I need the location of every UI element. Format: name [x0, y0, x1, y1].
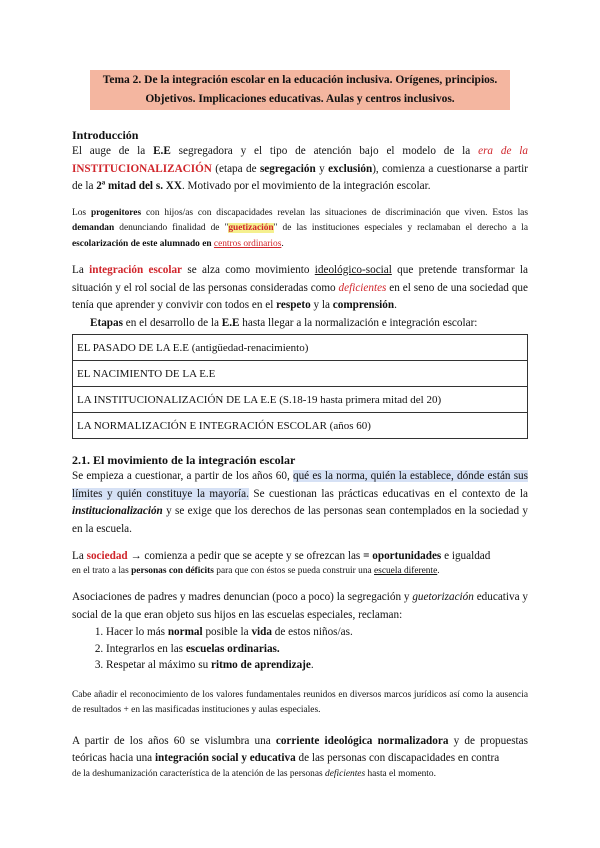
stages-table	[72, 334, 528, 439]
demands-list	[72, 624, 528, 674]
section-2-1-paragraph-3: Asociaciones de padres y madres denuncian (poco a poco) la segregación y guetorización educativa y social de la que eran objeto sus hijos en las escuelas especiales, reclaman:	[72, 591, 528, 621]
list-item: 1. Hacer lo más normal posible la vida de estos niños/as.	[106, 624, 528, 641]
table-row	[73, 361, 528, 387]
document-page	[72, 70, 528, 782]
section-2-1-paragraph-4: Cabe añadir el reconocimiento de los valores fundamentales reunidos en diversos marcos jurídicos así como la ausencia de resultados + en las masificadas instituciones y aulas especiales.	[72, 689, 528, 715]
intro-paragraph-3: La integración escolar se alza como movimiento ideológico-social que pretende transformar la situación y el rol social de las personas consideradas como deficientes en el seno de una sociedad que tenía que aprender y convivir con todos en el respeto y la comprensión.	[72, 264, 528, 311]
intro-heading: Introducción	[72, 128, 139, 142]
table-cell: EL NACIMIENTO DE LA E.E	[73, 361, 528, 387]
section-2-1-paragraph-2b: en el trato a las personas con déficits para que con éstos se pueda construir una escuela diferente.	[72, 565, 440, 576]
intro-paragraph-1: El auge de la E.E segregadora y el tipo de atención bajo el modelo de la era de la INSTITUCIONALIZACIÓN (etapa de segregación y exclusión), comienza a cuestionarse a partir de la 2ª mitad del s. XX. Motivado por el movimiento de la integración escolar.	[72, 145, 528, 192]
table-cell: LA NORMALIZACIÓN E INTEGRACIÓN ESCOLAR (años 60)	[73, 413, 528, 439]
intro-paragraph-2: Los progenitores con hijos/as con discapacidades revelan las situaciones de discriminación que viven. Estos las demandan denunciando finalidad de "guetización" de las instituciones especiales y reclamaban el derecho a la escolarización de este alumnado en centros ordinarios.	[72, 207, 528, 249]
section-2-1-paragraph-5: A partir de los años 60 se vislumbra una corriente ideológica normalizadora y de propuestas teóricas hacia una integración social y educativa de las personas con discapacidades en contra	[72, 734, 528, 764]
list-item: 3. Respetar al máximo su ritmo de aprendizaje.	[106, 657, 528, 674]
table-row	[73, 335, 528, 361]
section-2-1-paragraph-5b: de la deshumanización característica de la atención de las personas deficientes hasta el momento.	[72, 768, 436, 779]
intro-paragraph-4: Etapas en el desarrollo de la E.E hasta llegar a la normalización e integración escolar:	[90, 316, 478, 329]
table-row	[73, 413, 528, 439]
table-row	[73, 387, 528, 413]
section-2-1-heading: 2.1. El movimiento de la integración escolar	[72, 453, 296, 467]
section-2-1-paragraph-1: Se empieza a cuestionar, a partir de los años 60, qué es la norma, quién la establece, dónde están sus límites y quién constituye la mayoría. Se cuestionan las prácticas educativas en el contexto de la institucionalización y se exige que los derechos de las personas sean contemplados en la sociedad y en la escuela.	[72, 470, 528, 535]
list-item: 2. Integrarlos en las escuelas ordinarias.	[106, 641, 528, 658]
table-cell: LA INSTITUCIONALIZACIÓN DE LA E.E (S.18-19 hasta primera mitad del 20)	[73, 387, 528, 413]
section-2-1-paragraph-2: La sociedad → comienza a pedir que se acepte y se ofrezcan las = oportunidades e igualdad	[72, 550, 491, 562]
document-title: Tema 2. De la integración escolar en la educación inclusiva. Orígenes, principios. Objetivos. Implicaciones educativas. Aulas y centros inclusivos.	[90, 70, 510, 110]
table-cell: EL PASADO DE LA E.E (antigüedad-renacimiento)	[73, 335, 528, 361]
